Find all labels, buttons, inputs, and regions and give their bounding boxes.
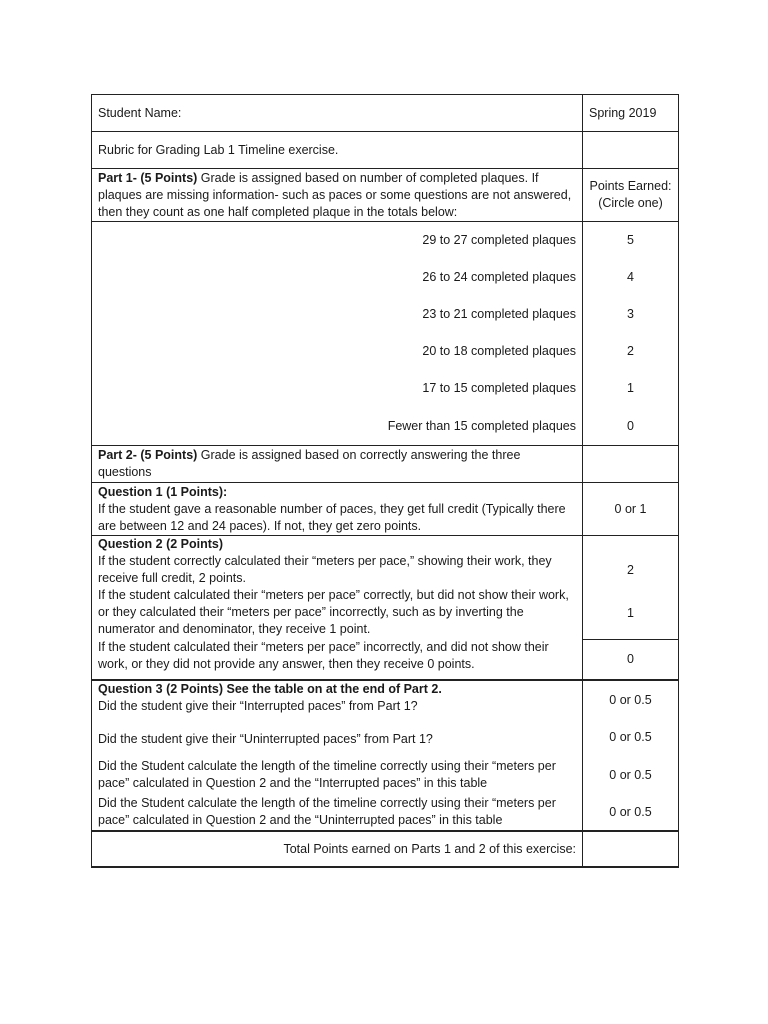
empty-cell [583, 446, 679, 483]
points-value: 0 or 0.5 [609, 804, 652, 819]
part1-heading: Part 1- (5 Points) [98, 170, 198, 185]
total-points-blank[interactable] [583, 831, 679, 867]
part2-heading: Part 2- (5 Points) [98, 448, 198, 462]
plaque-range-label: 17 to 15 completed plaques [422, 381, 576, 395]
part2-row [92, 446, 679, 483]
question3-criterion: Did the Student calculate the length of the timeline correctly using their “meters per pace” calculated in Question 2 and the “Uninterrupted paces” in this table [98, 796, 556, 827]
student-name-label: Student Name: [92, 95, 583, 132]
points-value: 4 [627, 270, 634, 284]
points-value: 1 [627, 605, 634, 620]
question3-criterion: Did the student give their “Uninterrupted paces” from Part 1? [98, 731, 433, 746]
term-label: Spring 2019 [583, 95, 679, 132]
question2-row [92, 536, 679, 681]
points-value: 0 or 0.5 [609, 767, 652, 782]
plaque-range-label: Fewer than 15 completed plaques [387, 418, 576, 433]
rubric-table [91, 94, 679, 868]
question3-heading: Question 3 (2 Points) See the table on at the end of Part 2. [98, 682, 442, 696]
question3-points-cell [583, 680, 679, 831]
question2-cell [92, 536, 583, 681]
question2-points-cell [583, 536, 679, 681]
question1-points: 0 or 1 [583, 483, 679, 536]
points-value: 0 [627, 652, 634, 666]
question1-text: If the student gave a reasonable number of paces, they get full credit (Typically there are between 12 and 24 paces). If not, they get zero points. [98, 501, 566, 533]
part1-description [92, 169, 583, 222]
plaque-range-label: 26 to 24 completed plaques [422, 270, 576, 284]
points-value: 3 [627, 307, 634, 321]
part2-description [92, 446, 583, 483]
plaque-range-label: 20 to 18 completed plaques [422, 344, 576, 358]
points-value: 0 or 0.5 [609, 730, 652, 744]
part1-text: Grade is assigned based on number of completed plaques. If plaques are missing information- such as paces or some questions are not answered, then they count as one half completed plaque in the totals below: [98, 170, 572, 219]
points-value: 2 [627, 344, 634, 358]
points-value: 0 [627, 418, 634, 433]
question2-criterion: If the student calculated their “meters per pace” incorrectly, and did not show their work, or they did not provide any answer, then they receive 0 points. [98, 640, 549, 671]
part1-scale-points [583, 222, 679, 446]
question3-cell [92, 680, 583, 831]
question3-criterion: Did the student give their “Interrupted paces” from Part 1? [98, 699, 418, 713]
points-value: 1 [627, 381, 634, 395]
part1-scale-row [92, 222, 679, 446]
total-label: Total Points earned on Parts 1 and 2 of this exercise: [92, 831, 583, 867]
question1-row [92, 483, 679, 536]
rubric-title-row [92, 132, 679, 169]
question3-criterion: Did the Student calculate the length of the timeline correctly using their “meters per pace” calculated in Question 2 and the “Interrupted paces” in this table [98, 759, 556, 790]
question1-cell [92, 483, 583, 536]
points-value: 0 or 0.5 [609, 692, 652, 707]
part1-scale-labels [92, 222, 583, 446]
points-value: 5 [627, 233, 634, 247]
points-earned-header: Points Earned: (Circle one) [583, 169, 679, 222]
part1-row [92, 169, 679, 222]
question3-row [92, 680, 679, 831]
total-row [92, 831, 679, 867]
question2-heading: Question 2 (2 Points) [98, 537, 224, 551]
empty-cell [583, 132, 679, 169]
question2-criterion: If the student calculated their “meters per pace” correctly, but did not show their work, or they calculated their “meters per pace” incorrectly, such as by inverting the numerator and denominator, they receive 1 point. [98, 588, 569, 636]
question1-heading: Question 1 (1 Points): [98, 484, 228, 499]
rubric-sheet [91, 94, 678, 868]
part2-text: Grade is assigned based on correctly answering the three questions [98, 448, 521, 479]
plaque-range-label: 23 to 21 completed plaques [422, 307, 576, 321]
plaque-range-label: 29 to 27 completed plaques [422, 233, 576, 247]
rubric-title: Rubric for Grading Lab 1 Timeline exercise. [92, 132, 583, 169]
points-value: 2 [627, 562, 634, 577]
header-row [92, 95, 679, 132]
question2-criterion: If the student correctly calculated their “meters per pace,” showing their work, they receive full credit, 2 points. [98, 554, 552, 585]
